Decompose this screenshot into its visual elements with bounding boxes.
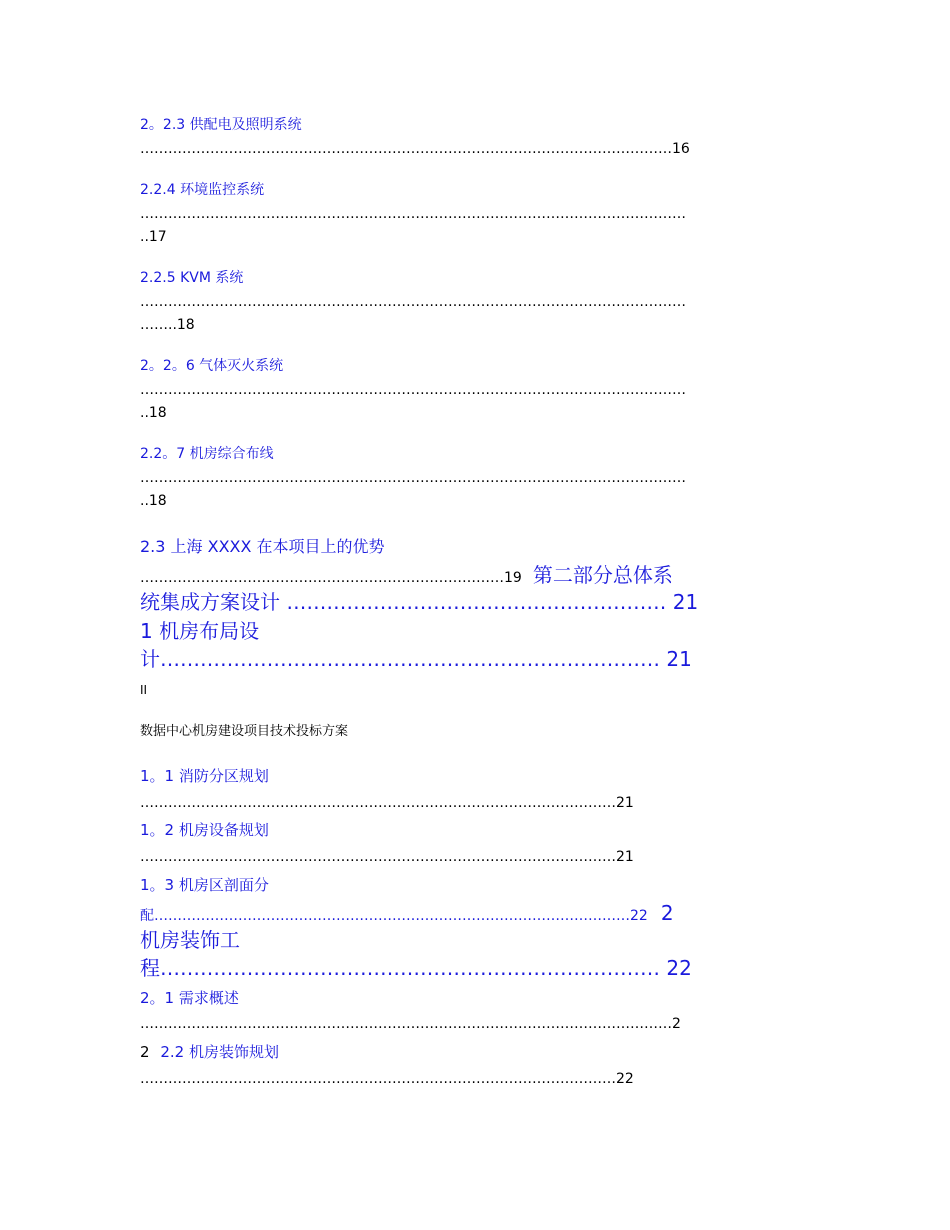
toc-entry-2-title[interactable]: 机房装饰工 bbox=[140, 928, 240, 952]
toc-leader-line: ……………………………………………………………………………………………………… bbox=[140, 206, 686, 222]
toc-entry-2-2-3-title[interactable]: 2。2.3 供配电及照明系统 bbox=[140, 117, 302, 133]
toc-entry-1-2-title[interactable]: 1。2 机房设备规划 bbox=[140, 821, 269, 839]
toc-leader-page-21: …………………………………………………………………………………………21 bbox=[140, 795, 634, 811]
toc-orphan-number: 2 bbox=[140, 1043, 150, 1061]
toc-leader-line: ……………………………………………………………………………………………………… bbox=[140, 294, 686, 310]
toc-page-number-18: ..18 bbox=[140, 493, 167, 509]
toc-entry-2-2-7-title[interactable]: 2.2。7 机房综合布线 bbox=[140, 446, 274, 462]
toc-entry-1-title-cont[interactable]: 计………………………………………………………………… 21 bbox=[140, 647, 692, 671]
toc-leader-page-16: ……………………………………………………………………………………………………16 bbox=[140, 141, 690, 157]
page-header: 数据中心机房建设项目技术投标方案 bbox=[140, 724, 349, 739]
toc-entry-2-1-title[interactable]: 2。1 需求概述 bbox=[140, 989, 239, 1007]
toc-part-2-title[interactable]: 第二部分总体系 bbox=[532, 563, 673, 587]
toc-leader-page-21: …………………………………………………………………………………………21 bbox=[140, 849, 634, 865]
toc-part-2-title-cont[interactable]: 统集成方案设计 ………………………………………………… 21 bbox=[140, 590, 699, 614]
toc-line-22-section2 bbox=[140, 901, 674, 925]
toc-leader-line: ……………………………………………………………………………………………………… bbox=[140, 382, 686, 398]
toc-entry-2-2-4-title[interactable]: 2.2.4 环境监控系统 bbox=[140, 182, 265, 198]
page-number-roman: II bbox=[140, 683, 148, 697]
toc-leader-page-22: …………………………………………………………………………………………22 bbox=[140, 1071, 634, 1087]
toc-entry-2-title-cont[interactable]: 程………………………………………………………………… 22 bbox=[140, 956, 692, 980]
toc-entry-2-3-title[interactable]: 2.3 上海 XXXX 在本项目上的优势 bbox=[140, 537, 385, 556]
toc-entry-2-number[interactable]: 2 bbox=[660, 901, 674, 925]
toc-leader-page-2: ……………………………………………………………………………………………………2 bbox=[140, 1016, 681, 1032]
toc-line-19-part2 bbox=[140, 563, 673, 587]
toc-leader-page-19: ……………………………………………………………………19 bbox=[140, 570, 522, 586]
toc-page-number-18: ……..18 bbox=[140, 317, 195, 333]
toc-entry-2-2-5-title[interactable]: 2.2.5 KVM 系统 bbox=[140, 270, 244, 286]
toc-page-number-17: ..17 bbox=[140, 229, 167, 245]
toc-line-2-2-2 bbox=[140, 1043, 279, 1061]
toc-entry-1-1-title[interactable]: 1。1 消防分区规划 bbox=[140, 767, 269, 785]
toc-entry-1-3-title[interactable]: 1。3 机房区剖面分 bbox=[140, 876, 269, 894]
toc-entry-2-2-6-title[interactable]: 2。2。6 气体灭火系统 bbox=[140, 358, 284, 374]
toc-entry-1-3-title-cont[interactable]: 配…………………………………………………………………………………………22 bbox=[140, 908, 648, 924]
toc-leader-line: ……………………………………………………………………………………………………… bbox=[140, 470, 686, 486]
toc-page-number-18: ..18 bbox=[140, 405, 167, 421]
toc-entry-1-title[interactable]: 1 机房布局设 bbox=[140, 619, 260, 643]
toc-entry-2-2-title[interactable]: 2.2 机房装饰规划 bbox=[160, 1043, 279, 1061]
